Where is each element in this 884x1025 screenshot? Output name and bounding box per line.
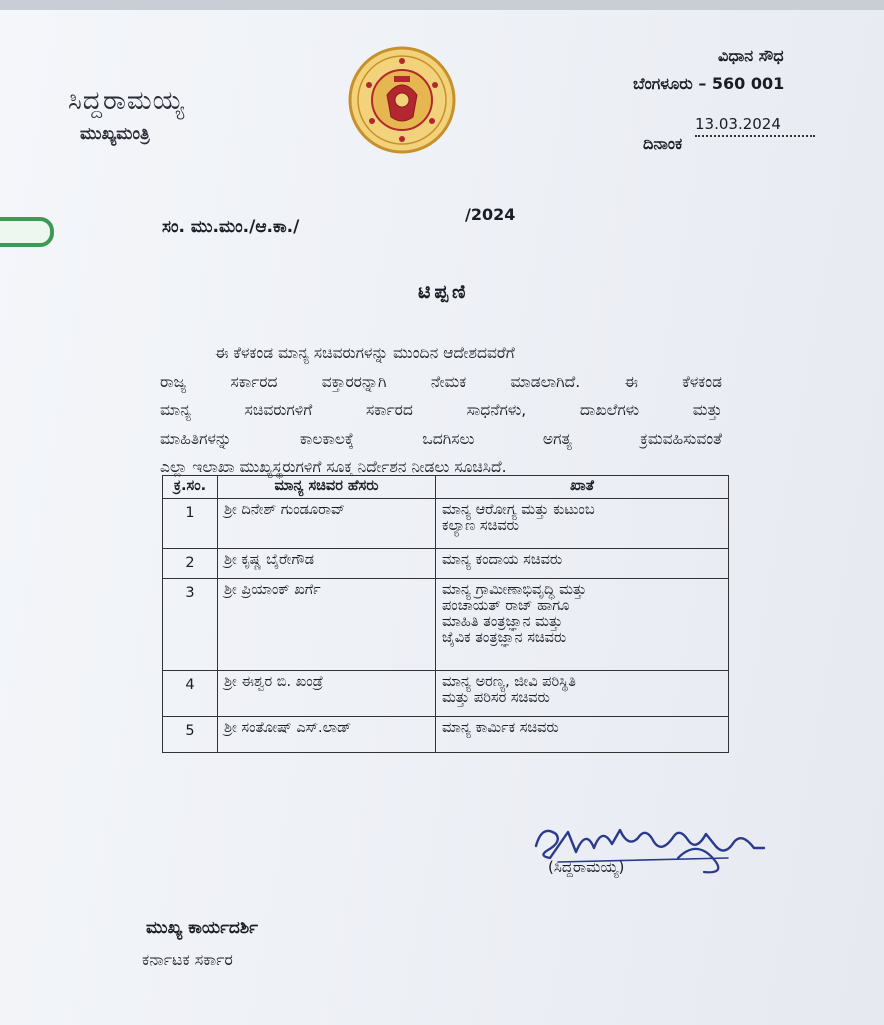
row-serial: 5 xyxy=(163,717,218,753)
row-serial: 2 xyxy=(163,549,218,579)
header-portfolio: ಖಾತೆ xyxy=(436,476,729,499)
recipient-designation: ಮುಖ್ಯ ಕಾರ್ಯದರ್ಶಿ xyxy=(146,918,258,938)
row-portfolio xyxy=(436,671,729,717)
table-header-row xyxy=(163,476,729,499)
table-row xyxy=(163,549,729,579)
letterhead-name: ಸಿದ್ದರಾಮಯ್ಯ xyxy=(68,86,186,116)
row-minister-name: ಶ್ರೀ ಸಂತೋಷ್ ಎಸ್.ಲಾಡ್ xyxy=(218,717,436,753)
page-top-edge xyxy=(0,0,884,10)
document-title: ಟಿಪ್ಪಣಿ xyxy=(418,281,470,303)
body-line: ಈ ಕೆಳಕಂಡ ಮಾನ್ಯ ಸಚಿವರುಗಳನ್ನು ಮುಂದಿನ ಆದೇಶದವರೆಗೆ xyxy=(215,344,515,362)
date-value: 13.03.2024 xyxy=(695,115,815,137)
body-line: ರಾಜ್ಯ ಸರ್ಕಾರದ ವಕ್ತಾರರನ್ನಾಗಿ ನೇಮಕ ಮಾಡಲಾಗಿದೆ. ಈ ಕೆಳಕಂಡ xyxy=(160,372,722,391)
table-row xyxy=(163,671,729,717)
body-paragraph xyxy=(160,339,722,482)
row-serial: 4 xyxy=(163,671,218,717)
table-row xyxy=(163,579,729,671)
portfolio-line: ಮತ್ತು ಪರಿಸರ ಸಚಿವರು xyxy=(442,690,550,706)
row-serial: 3 xyxy=(163,579,218,671)
signatory-name: (ಸಿದ್ದರಾಮಯ್ಯ) xyxy=(548,858,625,876)
portfolio-line: ಮಾನ್ಯ ಕಾರ್ಮಿಕ ಸಚಿವರು xyxy=(442,720,559,736)
row-portfolio xyxy=(436,579,729,671)
reference-number: ಸಂ. ಮು.ಮಂ./ಆ.ಕಾ./ xyxy=(162,217,300,237)
letterhead-designation: ಮುಖ್ಯಮಂತ್ರಿ xyxy=(80,124,150,144)
row-portfolio xyxy=(436,717,729,753)
portfolio-line: ಮಾನ್ಯ ಗ್ರಾಮೀಣಾಭಿವೃದ್ಧಿ ಮತ್ತು xyxy=(442,582,587,598)
ministers-table xyxy=(162,475,729,753)
header-serial: ಕ್ರ.ಸಂ. xyxy=(163,476,218,499)
portfolio-line: ಪಂಚಾಯತ್ ರಾಜ್ ಹಾಗೂ xyxy=(442,598,570,614)
portfolio-line: ಮಾನ್ಯ ಆರೋಗ್ಯ ಮತ್ತು ಕುಟುಂಬ xyxy=(442,502,595,518)
row-serial: 1 xyxy=(163,499,218,549)
address-line-2: ಬೆಂಗಳೂರು – 560 001 xyxy=(633,74,785,93)
address-line-1: ವಿಧಾನ ಸೌಧ xyxy=(718,46,784,65)
green-binder-tab xyxy=(0,217,54,247)
row-minister-name: ಶ್ರೀ ಪ್ರಿಯಾಂಕ್ ಖರ್ಗೆ xyxy=(218,579,436,671)
portfolio-line: ಕಲ್ಯಾಣ ಸಚಿವರು xyxy=(442,518,519,534)
body-line: ಎಲ್ಲಾ ಇಲಾಖಾ ಮುಖ್ಯಸ್ಥರುಗಳಿಗೆ ಸೂಕ್ತ ನಿರ್ದೇಶನ ನೀಡಲು ಸೂಚಿಸಿದೆ. xyxy=(160,458,507,476)
row-minister-name: ಶ್ರೀ ದಿನೇಶ್ ಗುಂಡೂರಾವ್ xyxy=(218,499,436,549)
date-label: ದಿನಾಂಕ xyxy=(643,134,683,153)
row-portfolio xyxy=(436,549,729,579)
body-line: ಮಾಹಿತಿಗಳನ್ನು ಕಾಲಕಾಲಕ್ಕೆ ಒದಗಿಸಲು ಅಗತ್ಯ ಕ್ರಮವಹಿಸುವಂತೆ xyxy=(160,429,722,448)
reference-year: /2024 xyxy=(465,205,516,224)
recipient-organization: ಕರ್ನಾಟಕ ಸರ್ಕಾರ xyxy=(142,950,233,969)
portfolio-line: ಮಾನ್ಯ ಕಂದಾಯ ಸಚಿವರು xyxy=(442,552,563,568)
table-row xyxy=(163,717,729,753)
government-seal-icon xyxy=(347,45,457,155)
body-line: ಮಾನ್ಯ ಸಚಿವರುಗಳಿಗೆ ಸರ್ಕಾರದ ಸಾಧನೆಗಳು, ದಾಖಲೆಗಳು ಮತ್ತು xyxy=(160,401,722,419)
row-minister-name: ಶ್ರೀ ಕೃಷ್ಣ ಬೈರೇಗೌಡ xyxy=(218,549,436,579)
table-row xyxy=(163,499,729,549)
portfolio-line: ಮಾಹಿತಿ ತಂತ್ರಜ್ಞಾನ ಮತ್ತು xyxy=(442,614,563,630)
portfolio-line: ಮಾನ್ಯ ಅರಣ್ಯ, ಜೀವಿ ಪರಿಸ್ಥಿತಿ xyxy=(442,674,576,690)
row-portfolio xyxy=(436,499,729,549)
row-minister-name: ಶ್ರೀ ಈಶ್ವರ ಬಿ. ಖಂಡ್ರೆ xyxy=(218,671,436,717)
portfolio-line: ಜೈವಿಕ ತಂತ್ರಜ್ಞಾನ ಸಚಿವರು xyxy=(442,630,567,646)
header-minister-name: ಮಾನ್ಯ ಸಚಿವರ ಹೆಸರು xyxy=(218,476,436,499)
